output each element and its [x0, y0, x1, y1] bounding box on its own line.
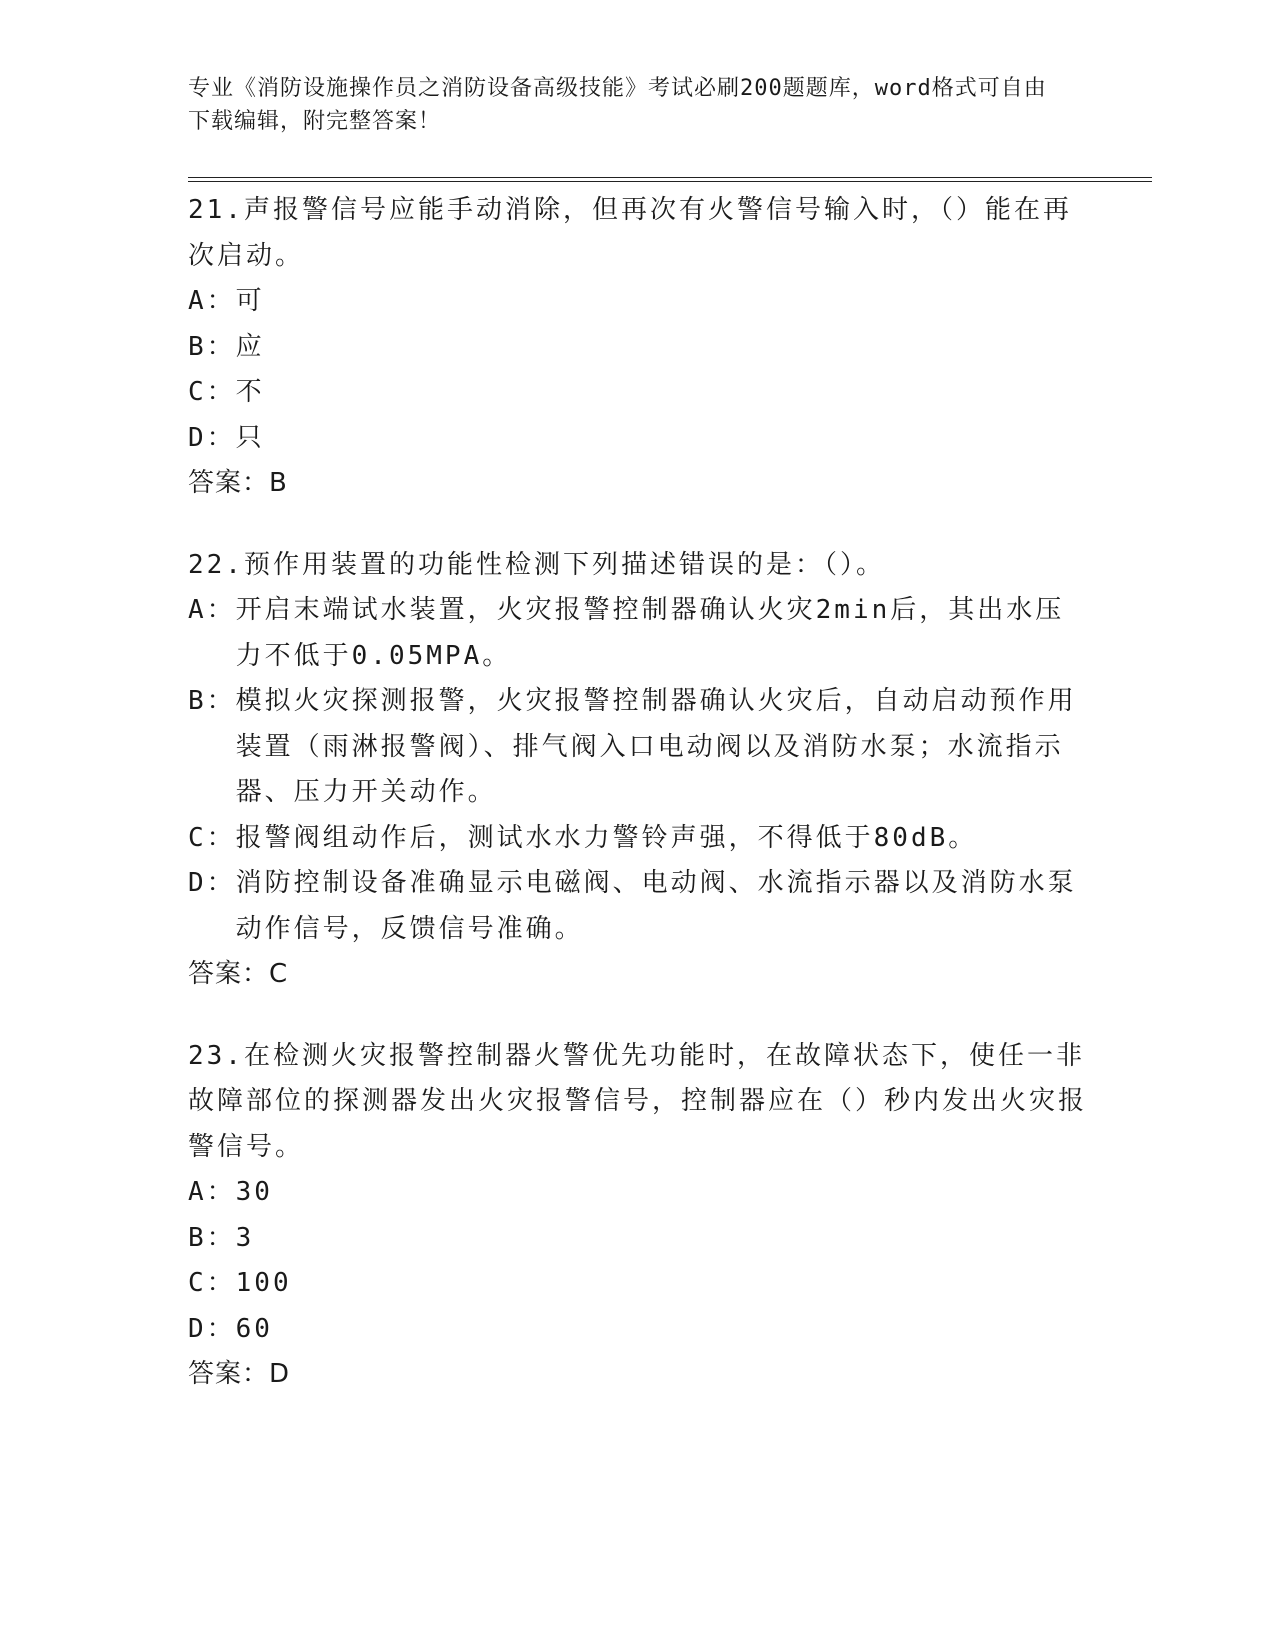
option-letter: D： — [188, 868, 236, 898]
option-letter: D： — [188, 422, 236, 453]
option-b — [188, 679, 1088, 816]
option-b — [188, 325, 1088, 371]
option-text: 不 — [235, 377, 265, 407]
option-a — [188, 588, 1088, 679]
question-stem: 23.在检测火灾报警控制器火警优先功能时，在故障状态下，使任一非故障部位的探测器发出火灾报警信号，控制器应在（）秒内发出火灾报警信号。 — [188, 1040, 1088, 1162]
option-text: 应 — [235, 331, 265, 362]
question-23 — [188, 1034, 1088, 1398]
option-text: 可 — [235, 286, 265, 316]
option-b — [188, 1216, 1088, 1262]
option-text: 60 — [235, 1313, 273, 1344]
option-c — [188, 816, 1088, 862]
option-letter: C： — [188, 377, 236, 407]
option-text: 消防控制设备准确显示电磁阀、电动阀、水流指示器以及消防水泵动作信号，反馈信号准确。 — [235, 868, 1077, 944]
option-text: 报警阀组动作后，测试水水力警铃声强，不得低于80dB。 — [235, 822, 978, 853]
answer-line: 答案：C — [188, 959, 289, 989]
option-text: 只 — [235, 422, 265, 453]
header-text: 专业《消防设施操作员之消防设备高级技能》考试必刷200题题库，word格式可自由下载编辑，附完整答案！ — [188, 76, 1047, 134]
question-list — [188, 188, 1088, 1434]
option-letter: B： — [188, 686, 236, 716]
option-letter: C： — [188, 1268, 236, 1298]
question-stem: 21.声报警信号应能手动消除，但再次有火警信号输入时，（）能在再次启动。 — [188, 195, 1072, 271]
option-text: 开启末端试水装置，火灾报警控制器确认火灾2min后，其出水压力不低于0.05MPA。 — [235, 595, 1065, 671]
option-a — [188, 279, 1088, 325]
option-d — [188, 861, 1088, 952]
option-letter: A： — [188, 595, 236, 625]
option-letter: A： — [188, 286, 236, 316]
option-c — [188, 370, 1088, 416]
document-header — [188, 72, 1068, 138]
header-divider-bottom — [188, 181, 1152, 182]
option-letter: A： — [188, 1177, 236, 1207]
answer-line: 答案：D — [188, 1359, 291, 1389]
option-letter: D： — [188, 1313, 236, 1344]
question-stem: 22.预作用装置的功能性检测下列描述错误的是：（）。 — [188, 549, 885, 580]
option-text: 3 — [235, 1222, 255, 1253]
option-c — [188, 1261, 1088, 1307]
answer-line: 答案：B — [188, 468, 288, 498]
question-21 — [188, 188, 1088, 507]
option-a — [188, 1170, 1088, 1216]
option-d — [188, 416, 1088, 462]
question-22 — [188, 543, 1088, 998]
option-d — [188, 1307, 1088, 1353]
header-divider-top — [188, 177, 1152, 178]
option-letter: C： — [188, 822, 236, 853]
option-text: 30 — [235, 1177, 273, 1207]
option-text: 100 — [235, 1268, 292, 1298]
option-letter: B： — [188, 331, 236, 362]
option-text: 模拟火灾探测报警，火灾报警控制器确认火灾后，自动启动预作用装置（雨淋报警阀）、排气阀入口电动阀以及消防水泵；水流指示器、压力开关动作。 — [235, 686, 1077, 807]
option-letter: B： — [188, 1222, 236, 1253]
